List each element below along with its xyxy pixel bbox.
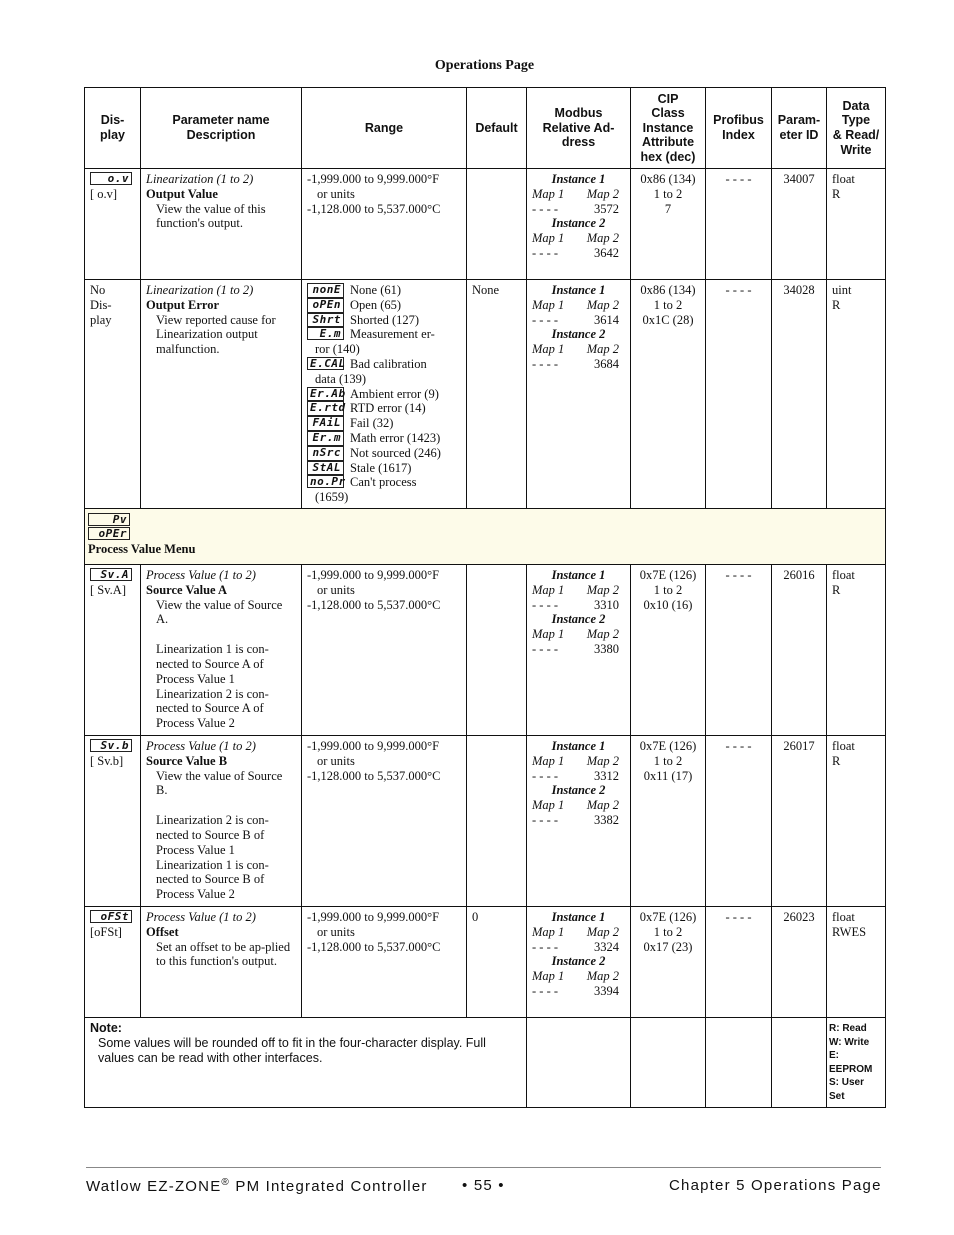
param-id-cell: 26016: [772, 565, 827, 736]
map-label: Map 1: [532, 798, 565, 813]
legend-write: W: Write: [829, 1036, 870, 1048]
header-modbus: [527, 88, 631, 169]
modbus-cell: [527, 280, 631, 509]
empty-cell: [706, 1018, 772, 1108]
header-text: Relative Ad-: [542, 120, 615, 135]
parameter-description: Linearization 2 is con-nected to Source A of Process Value 2: [156, 686, 269, 731]
header-data-type: [827, 88, 886, 169]
range-text: or units: [317, 924, 355, 939]
cip-class: 0x7E (126): [639, 910, 697, 924]
default-cell: None: [467, 280, 527, 509]
map-label: Map 1: [532, 231, 565, 246]
cip-attribute: 0x10 (16): [643, 597, 693, 612]
map-value: - - - -: [532, 597, 559, 612]
instance-label: Instance 2: [551, 216, 606, 231]
range-cell: [302, 169, 467, 280]
profibus-cell: - - - -: [706, 280, 772, 509]
header-text: Attribute: [641, 135, 695, 150]
display-code: [oFSt]: [90, 924, 122, 939]
parameter-description: View the value of this function's output.: [156, 201, 266, 231]
header-text: hex (dec): [640, 149, 696, 164]
header-default: [467, 88, 527, 169]
cip-cell: [631, 907, 706, 1018]
range-option: [307, 401, 461, 416]
header-text: Instance: [642, 120, 694, 135]
parameter-cell: [141, 565, 302, 736]
range-option: [307, 313, 461, 328]
data-type: float: [832, 568, 855, 582]
range-text: or units: [317, 582, 355, 597]
seven-segment-display: no.Pr: [307, 475, 344, 488]
modbus-cell: [527, 736, 631, 907]
header-profibus: [706, 88, 772, 169]
table-row: [85, 280, 886, 509]
profibus-cell: - - - -: [706, 565, 772, 736]
legend-user: S: User: [829, 1077, 865, 1088]
modbus-cell: [527, 907, 631, 1018]
cip-instance: 1 to 2: [653, 186, 683, 201]
range-option-text: Stale (1617): [350, 460, 412, 475]
seven-segment-display: Er.m: [307, 431, 344, 446]
map-label: Map 1: [532, 582, 565, 597]
seven-segment-display: FAiL: [307, 416, 344, 431]
map-value: - - - -: [532, 768, 559, 783]
menu-row: [85, 509, 886, 565]
footer-product: [86, 1177, 428, 1195]
map-value: 3380: [594, 641, 619, 656]
legend-read: R: Read: [829, 1023, 867, 1034]
header-text: Index: [722, 128, 755, 142]
header-text: Default: [475, 120, 518, 135]
header-param-id: [772, 88, 827, 169]
seven-segment-display: Pv: [88, 513, 130, 526]
read-write: R: [832, 753, 841, 768]
range-text: -1,128.000 to 5,537.000°C: [307, 597, 441, 612]
header-text: Type: [841, 113, 871, 128]
seven-segment-display: Er.Ab: [307, 387, 344, 402]
range-cell: [302, 280, 467, 509]
instance-label: Instance 1: [551, 172, 606, 186]
data-type: float: [832, 739, 855, 753]
header-text: Range: [364, 120, 404, 135]
default-cell: [467, 565, 527, 736]
parameter-description: View reported cause for Linearization output malfunction.: [156, 312, 276, 357]
header-text: Dis-: [100, 113, 125, 128]
seven-segment-display: oFSt: [90, 910, 132, 923]
map-value: 3642: [594, 245, 619, 260]
cip-instance: 1 to 2: [653, 753, 683, 768]
display-code: [ Sv.b]: [90, 753, 124, 768]
header-text: Description: [186, 128, 256, 142]
cip-cell: [631, 280, 706, 509]
page-title: Operations Page: [434, 58, 535, 73]
seven-segment-display: Sv.A: [90, 568, 132, 581]
table-row: [85, 736, 886, 907]
header-row: [85, 88, 886, 169]
range-text: or units: [317, 186, 355, 201]
seven-segment-display: E.rtd: [307, 401, 344, 416]
param-id-cell: 26023: [772, 907, 827, 1018]
map-label: Map 2: [586, 297, 619, 312]
param-id-cell: 34028: [772, 280, 827, 509]
read-write: R: [832, 297, 841, 312]
seven-segment-display: nonE: [307, 283, 344, 298]
param-id-cell: 26017: [772, 736, 827, 907]
data-type-cell: [827, 280, 886, 509]
range-option-continuation: data (139): [315, 371, 367, 386]
map-value: 3394: [594, 983, 619, 998]
cip-attribute: 7: [664, 201, 672, 216]
operations-table: [84, 87, 886, 1108]
display-code: [ Sv.A]: [90, 582, 126, 597]
display-cell: [85, 907, 141, 1018]
map-label: Map 1: [532, 753, 565, 768]
seven-segment-display: o.v: [90, 172, 132, 185]
range-option: [307, 298, 461, 313]
map-label: Map 2: [586, 582, 619, 597]
display-cell: [85, 169, 141, 280]
data-type-cell: [827, 907, 886, 1018]
range-text: -1,999.000 to 9,999.000°F: [307, 172, 440, 186]
parameter-description: Linearization 2 is con-nected to Source B of Process Value 1: [156, 813, 269, 857]
map-label: Map 2: [586, 186, 619, 201]
seven-segment-display: E.m: [307, 327, 344, 340]
map-label: Map 2: [586, 753, 619, 768]
read-write: RWES: [832, 924, 867, 939]
header-parameter: [141, 88, 302, 169]
footer-brand: Watlow EZ-ZONE: [86, 1178, 222, 1195]
data-type: uint: [832, 283, 852, 297]
instance-label: Instance 1: [551, 568, 606, 582]
seven-segment-display: Shrt: [307, 313, 344, 328]
range-option-text: Can't process (1659): [307, 475, 461, 505]
range-option-continuation: ror (140): [315, 342, 360, 357]
range-option: [307, 327, 461, 357]
cip-class: 0x86 (134): [640, 172, 696, 186]
map-value: - - - -: [532, 245, 559, 260]
cip-cell: [631, 736, 706, 907]
parameter-name: Output Error: [146, 297, 220, 312]
display-cell: [85, 565, 141, 736]
instance-label: Instance 2: [551, 954, 606, 969]
instance-label: Instance 2: [551, 783, 606, 798]
range-option: [307, 416, 461, 431]
parameter-description: Linearization 1 is con-nected to Source B of Process Value 2: [156, 857, 269, 902]
map-label: Map 1: [532, 924, 565, 939]
parameter-name: Offset: [146, 924, 179, 939]
empty-cell: [527, 1018, 631, 1108]
parameter-cell: [141, 736, 302, 907]
parameter-description: View the value of Source B.: [156, 768, 283, 798]
range-option-continuation: (1659): [315, 490, 349, 505]
parameter-description: View the value of Source A.: [156, 597, 283, 627]
parameter-context: Process Value (1 to 2): [146, 910, 256, 924]
modbus-cell: [527, 169, 631, 280]
map-value: 3572: [594, 201, 619, 216]
map-value: - - - -: [532, 312, 559, 327]
table-row: [85, 907, 886, 1018]
parameter-description: Linearization 1 is con-nected to Source A of Process Value 1: [156, 642, 269, 686]
map-label: Map 1: [532, 627, 565, 642]
data-type-cell: [827, 736, 886, 907]
cip-class: 0x7E (126): [639, 568, 697, 582]
range-option-text: Shorted (127): [350, 312, 420, 327]
registered-mark: ®: [221, 1177, 230, 1188]
header-text: Modbus: [554, 106, 603, 121]
map-value: - - - -: [532, 356, 559, 371]
parameter-context: Linearization (1 to 2): [146, 172, 254, 186]
header-text: Param-: [777, 113, 821, 128]
cip-cell: [631, 169, 706, 280]
header-range: [302, 88, 467, 169]
read-write: R: [832, 582, 841, 597]
map-label: Map 1: [532, 186, 565, 201]
range-option-text: None (61): [350, 283, 402, 297]
note-cell: [85, 1018, 527, 1108]
seven-segment-display: StAL: [307, 461, 344, 476]
default-cell: 0: [467, 907, 527, 1018]
range-option-text: Measurement er- ror (140): [307, 327, 461, 357]
range-text: -1,128.000 to 5,537.000°C: [307, 939, 441, 954]
map-label: Map 2: [586, 342, 619, 357]
empty-cell: [772, 1018, 827, 1108]
cip-class: 0x7E (126): [639, 739, 697, 753]
seven-segment-display: oPEn: [307, 298, 344, 313]
param-id-cell: 34007: [772, 169, 827, 280]
parameter-cell: [141, 907, 302, 1018]
parameter-description: Set an offset to be ap-plied to this function's output.: [156, 939, 291, 969]
display-code: No Dis-play: [90, 283, 112, 327]
note-text: Some values will be rounded off to fit in the four-character display. Full values can be read with other interfaces.: [98, 1035, 486, 1066]
cip-attribute: 0x17 (23): [643, 939, 693, 954]
instance-label: Instance 1: [551, 739, 606, 753]
table-row: [85, 169, 886, 280]
footer-rule: [86, 1167, 881, 1168]
header-text: eter ID: [779, 128, 819, 142]
header-display: [85, 88, 141, 169]
map-label: Map 2: [586, 627, 619, 642]
map-value: - - - -: [532, 812, 559, 827]
range-option: [307, 283, 461, 298]
seven-segment-display: oPEr: [88, 527, 130, 540]
profibus-cell: - - - -: [706, 736, 772, 907]
header-cip: [631, 88, 706, 169]
cip-instance: 1 to 2: [653, 297, 683, 312]
map-value: 3614: [594, 312, 619, 327]
instance-label: Instance 2: [551, 612, 606, 627]
display-cell: [85, 280, 141, 509]
page-number: • 55 •: [462, 1177, 505, 1194]
seven-segment-display: nSrc: [307, 446, 344, 461]
menu-cell: [85, 509, 886, 565]
parameter-context: Process Value (1 to 2): [146, 568, 256, 582]
map-label: Map 1: [532, 297, 565, 312]
range-option-text: Fail (32): [350, 416, 394, 431]
range-text: -1,999.000 to 9,999.000°F: [307, 568, 440, 582]
header-text: dress: [561, 135, 596, 150]
cip-cell: [631, 565, 706, 736]
range-option-text: Not sourced (246): [350, 445, 441, 460]
legend-cell: [827, 1018, 886, 1108]
range-text: -1,999.000 to 9,999.000°F: [307, 739, 440, 753]
header-text: Profibus: [713, 113, 764, 128]
instance-label: Instance 1: [551, 283, 606, 297]
table-row: [85, 565, 886, 736]
read-write: R: [832, 186, 841, 201]
range-text: or units: [317, 753, 355, 768]
header-text: play: [99, 128, 125, 142]
map-label: Map 2: [586, 798, 619, 813]
range-option-text: Open (65): [350, 297, 402, 312]
parameter-context: Linearization (1 to 2): [146, 283, 254, 297]
data-type-cell: [827, 565, 886, 736]
map-label: Map 1: [532, 969, 565, 984]
range-option: [307, 475, 461, 505]
map-value: - - - -: [532, 201, 559, 216]
map-value: 3324: [594, 939, 619, 954]
range-text: -1,128.000 to 5,537.000°C: [307, 201, 441, 216]
map-value: - - - -: [532, 983, 559, 998]
header-text: CIP: [657, 91, 679, 106]
note-title: Note:: [90, 1021, 122, 1035]
default-cell: [467, 169, 527, 280]
map-value: 3310: [594, 597, 619, 612]
data-type-cell: [827, 169, 886, 280]
parameter-cell: [141, 280, 302, 509]
header-text: Data: [842, 98, 870, 113]
parameter-cell: [141, 169, 302, 280]
header-text: Class: [651, 106, 685, 121]
map-label: Map 1: [532, 342, 565, 357]
parameter-context: Process Value (1 to 2): [146, 739, 256, 753]
range-option-text: Bad calibration data (139): [307, 357, 461, 387]
empty-cell: [631, 1018, 706, 1108]
header-text: Write: [840, 142, 872, 157]
map-value: 3684: [594, 356, 619, 371]
map-value: - - - -: [532, 939, 559, 954]
header-text: & Read/: [832, 128, 880, 142]
data-type: float: [832, 172, 855, 186]
note-row: [85, 1018, 886, 1108]
map-label: Map 2: [586, 969, 619, 984]
cip-class: 0x86 (134): [640, 283, 696, 297]
map-value: 3312: [594, 768, 619, 783]
range-cell: [302, 736, 467, 907]
default-cell: [467, 736, 527, 907]
cip-instance: 1 to 2: [653, 924, 683, 939]
menu-title: Process Value Menu: [88, 542, 196, 556]
display-code: [ o.v]: [90, 186, 118, 201]
cip-attribute: 0x11 (17): [643, 768, 693, 783]
range-option: [307, 431, 461, 446]
map-label: Map 2: [586, 924, 619, 939]
range-option: [307, 387, 461, 402]
range-option-text: RTD error (14): [350, 401, 426, 416]
footer-product-name: PM Integrated Controller: [230, 1178, 428, 1195]
range-option: [307, 446, 461, 461]
map-label: Map 2: [586, 231, 619, 246]
legend-eeprom: E: EEPROM: [829, 1050, 873, 1075]
map-value: 3382: [594, 812, 619, 827]
range-cell: [302, 907, 467, 1018]
display-cell: [85, 736, 141, 907]
modbus-cell: [527, 565, 631, 736]
range-text: -1,128.000 to 5,537.000°C: [307, 768, 441, 783]
profibus-cell: - - - -: [706, 169, 772, 280]
seven-segment-display: E.CAL: [307, 357, 344, 370]
parameter-name: Output Value: [146, 186, 218, 201]
instance-label: Instance 1: [551, 910, 606, 924]
instance-label: Instance 2: [551, 327, 606, 342]
range-option-text: Math error (1423): [350, 430, 441, 445]
range-cell: [302, 565, 467, 736]
cip-attribute: 0x1C (28): [642, 312, 694, 327]
map-value: - - - -: [532, 641, 559, 656]
seven-segment-display: Sv.b: [90, 739, 132, 752]
range-option: [307, 461, 461, 476]
footer-chapter: Chapter 5 Operations Page: [669, 1177, 882, 1194]
legend-set: Set: [829, 1090, 845, 1102]
range-text: -1,999.000 to 9,999.000°F: [307, 910, 440, 924]
data-type: float: [832, 910, 855, 924]
cip-instance: 1 to 2: [653, 582, 683, 597]
profibus-cell: - - - -: [706, 907, 772, 1018]
parameter-name: Source Value B: [146, 753, 228, 768]
range-option-text: Ambient error (9): [350, 386, 439, 401]
range-option: [307, 357, 461, 387]
parameter-name: Source Value A: [146, 582, 228, 597]
header-text: Parameter name: [172, 113, 270, 128]
